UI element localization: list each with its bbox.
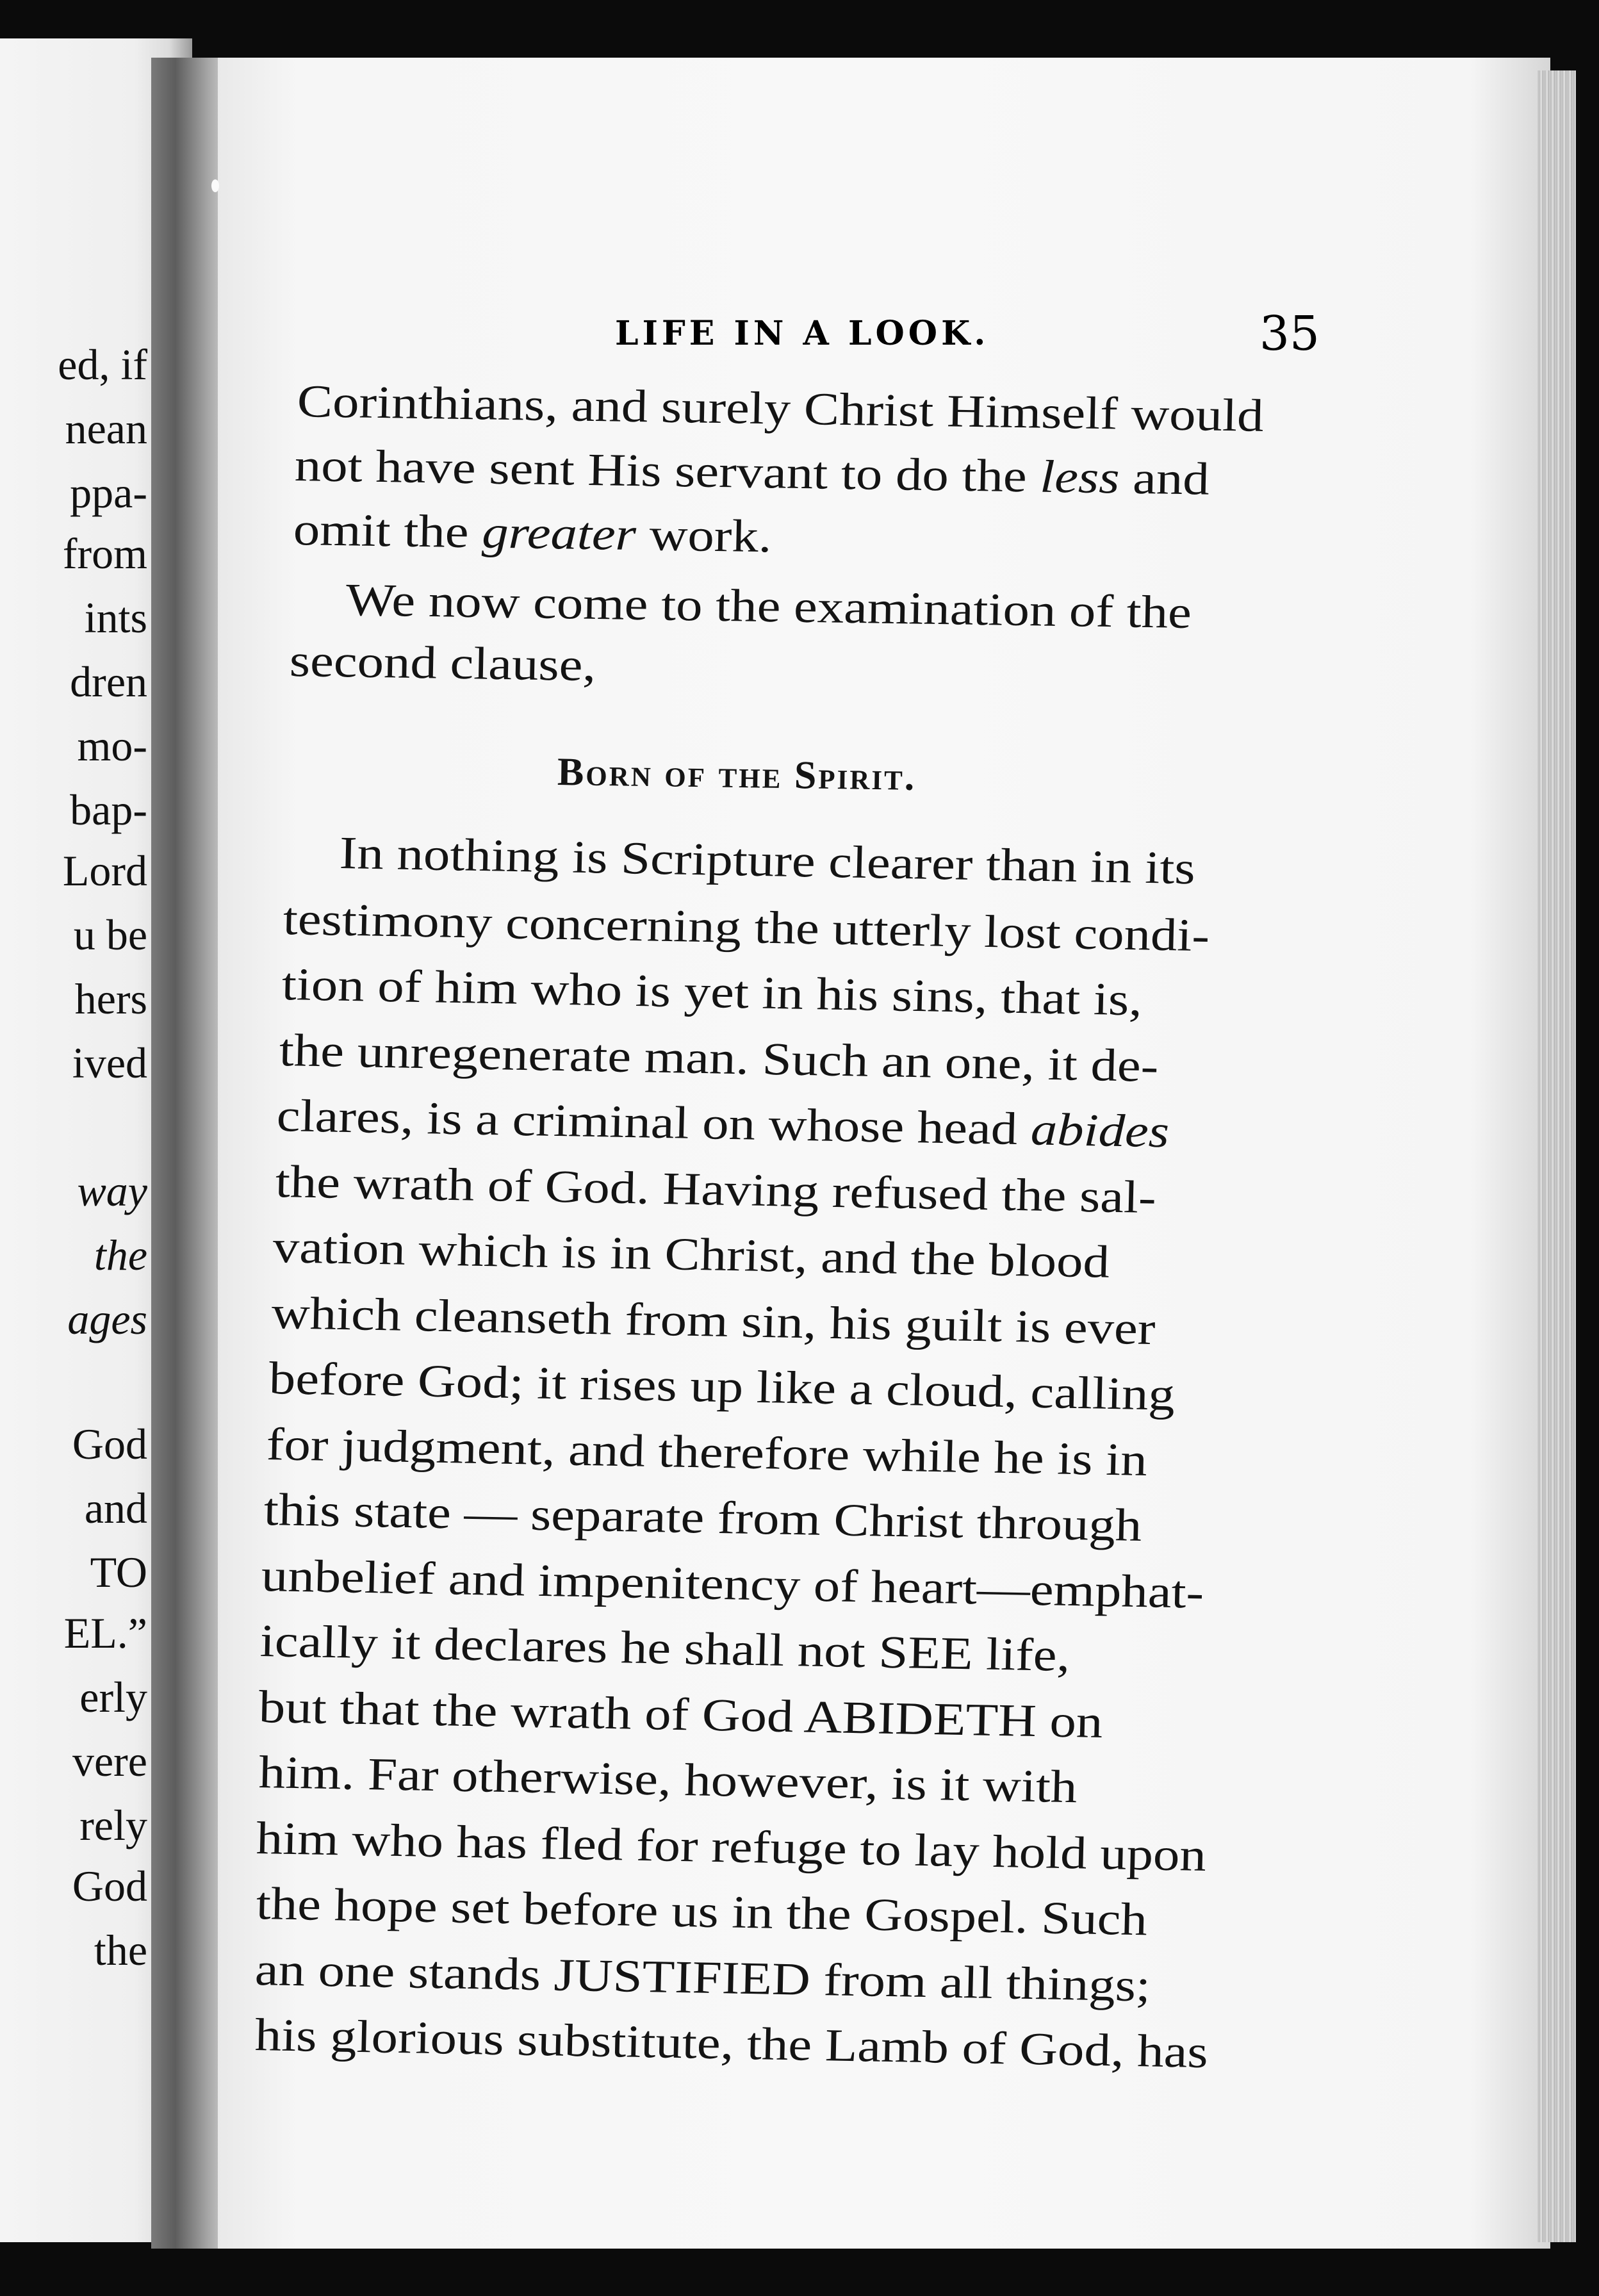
text-run: him. Far otherwise, however, is it with	[258, 1746, 1078, 1813]
text-run: the unregenerate man. Such an one, it de-	[279, 1024, 1160, 1092]
left-page-fragment: ages	[67, 1295, 147, 1343]
left-page-fragment: ived	[72, 1038, 147, 1087]
left-page-fragment: God	[72, 1420, 147, 1468]
text-run: the hope set before us in the Gospel. Such	[256, 1878, 1148, 1946]
text-run: but that the wrath of God ABIDETH on	[258, 1680, 1104, 1748]
text-run: this state — separate from Christ through	[263, 1484, 1143, 1551]
text-line	[345, 574, 1192, 639]
left-page-fragment: ppa-	[70, 468, 147, 517]
left-page-fragment: rely	[79, 1801, 147, 1849]
text-run: him who has fled for refuge to lay hold upon	[256, 1812, 1207, 1881]
text-run: testimony concerning the utterly lost condi-	[283, 892, 1211, 961]
text-run: In nothing is Scripture clearer than in its	[339, 827, 1196, 894]
text-run: ically it declares he shall not SEE life,	[259, 1615, 1071, 1682]
text-run: vation which is in Christ, and the blood	[272, 1221, 1110, 1288]
text-run: clares, is a criminal on whose head	[276, 1090, 1031, 1155]
left-page-fragment: bap-	[70, 785, 147, 834]
left-page-fragment: Lord	[62, 846, 147, 895]
paper-speck	[211, 179, 219, 192]
text-run: not have sent His servant to do the	[294, 439, 1041, 502]
text-run: which cleanseth from sin, his guilt is ever	[271, 1286, 1156, 1354]
text-run: before God; it rises up like a cloud, calling	[268, 1352, 1176, 1420]
text-run: work.	[636, 509, 773, 562]
running-title: LIFE IN A LOOK.	[615, 314, 990, 353]
left-page-fragment: the	[94, 1231, 147, 1279]
text-line	[293, 504, 773, 562]
left-page-fragment: and	[84, 1484, 147, 1532]
italic-run: less	[1039, 450, 1120, 504]
left-page-fragment: ed, if	[58, 340, 147, 389]
text-run: an one stands JUSTIFIED from all things;	[254, 1943, 1151, 2011]
italic-run: abides	[1029, 1103, 1170, 1158]
left-page-fragment: hers	[74, 974, 147, 1023]
left-page-fragment: from	[62, 529, 147, 578]
text-line	[289, 635, 596, 691]
left-page-fragment: dren	[70, 657, 147, 706]
left-page-fragment: mo-	[77, 721, 147, 770]
left-page-fragment: EL.”	[63, 1609, 147, 1657]
left-page-fragment: nean	[65, 404, 147, 453]
text-run: for judgment, and therefore while he is in	[266, 1418, 1148, 1486]
text-run: his glorious substitute, the Lamb of God, has	[254, 2009, 1209, 2078]
left-page-fragment: u be	[73, 910, 147, 959]
left-page-fragment: erly	[79, 1673, 147, 1721]
text-run: second clause,	[289, 635, 596, 691]
section-heading: Born of the Spirit.	[557, 750, 917, 799]
page-number: 35	[1259, 306, 1320, 361]
text-run: unbelief and impenitency of heart—emphat-	[261, 1549, 1205, 1618]
left-page-fragment: way	[77, 1167, 147, 1215]
left-page-fragment: TO	[90, 1548, 147, 1596]
left-page-fragment: ints	[84, 593, 147, 642]
text-run: We now come to the examination of the	[345, 574, 1192, 639]
text-run: tion of him who is yet in his sins, that is,	[281, 958, 1143, 1026]
text-run: omit the	[293, 504, 483, 558]
page-edges	[1538, 70, 1576, 2242]
text-run: Corinthians, and surely Christ Himself would	[297, 375, 1265, 441]
italic-run: greater	[481, 506, 637, 561]
text-run: the wrath of God. Having refused the sal-	[275, 1155, 1157, 1223]
left-page-fragment: God	[72, 1862, 147, 1910]
left-page-fragment: vere	[72, 1737, 147, 1785]
text-run: and	[1119, 452, 1210, 505]
left-page-fragment: the	[94, 1926, 147, 1974]
running-head	[282, 306, 1320, 372]
